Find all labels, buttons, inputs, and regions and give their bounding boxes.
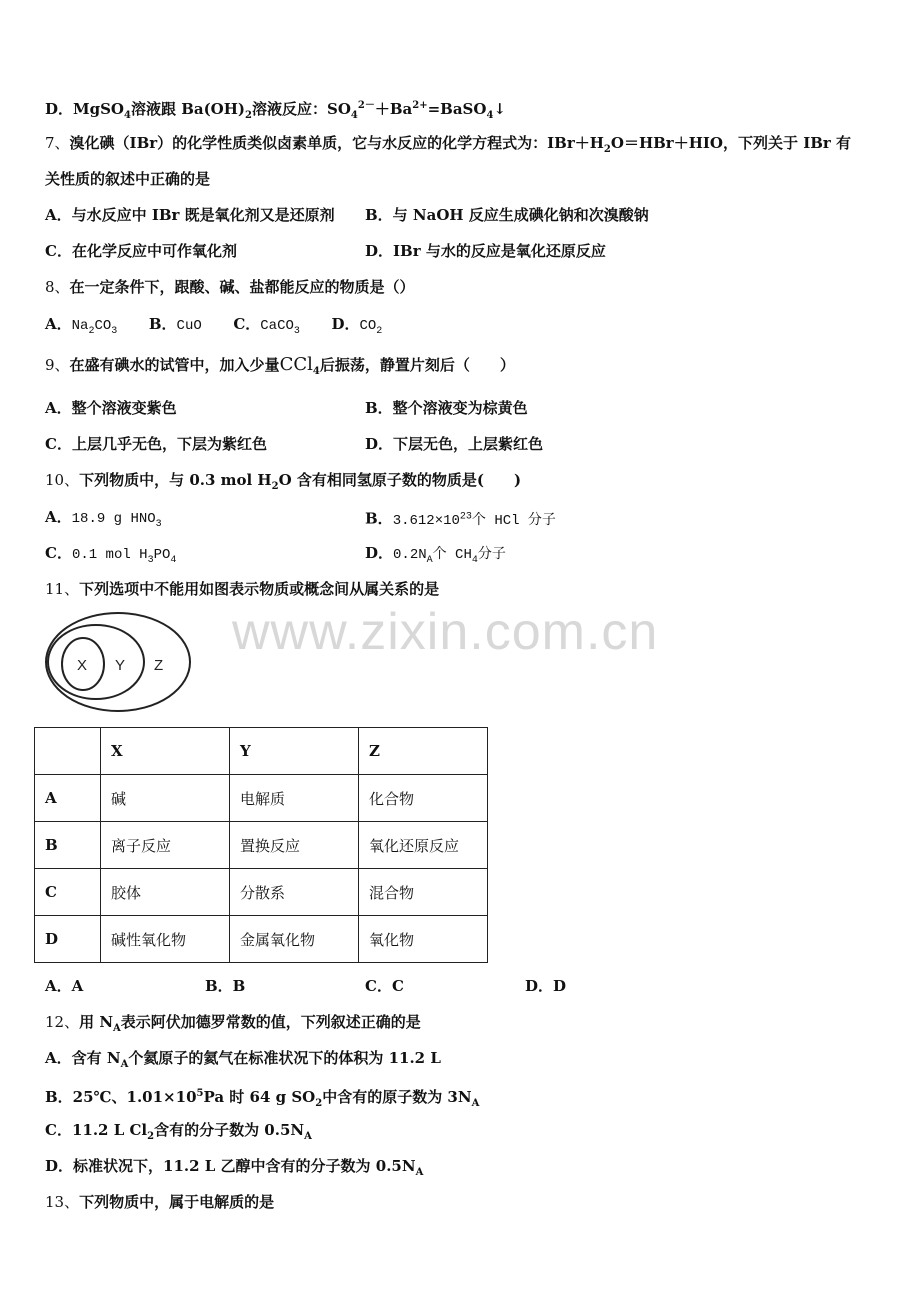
table-row xyxy=(35,822,488,869)
table-cell: B xyxy=(35,822,101,869)
q10-option-c: C．0.1 mol $H_3PO_4$ xyxy=(45,544,177,566)
venn-label-y: Y xyxy=(115,657,126,674)
venn-label-x: X xyxy=(77,657,88,674)
table-cell: 碱 xyxy=(101,775,230,822)
q7-option-c: C．在化学反应中可作氧化剂 xyxy=(45,242,237,260)
q9-option-d: D．下层无色，上层紫红色 xyxy=(365,435,544,453)
q7-option-b: B．与 NaOH 反应生成碘化钠和次溴酸钠 xyxy=(365,206,649,224)
table-row xyxy=(35,869,488,916)
q10-stem: 10、下列物质中，与 0.3 mol $H_2O$ 含有相同氢原子数的物质是( ) xyxy=(45,471,522,492)
q10-option-a: A．18.9 g $HNO_3$ xyxy=(45,508,162,530)
table-cell: Z xyxy=(359,728,488,775)
watermark: www.zixin.com.cn xyxy=(232,603,659,661)
table-cell: 碱性氧化物 xyxy=(101,916,230,963)
table-row xyxy=(35,775,488,822)
q9-option-a: A．整个溶液变紫色 xyxy=(45,399,177,417)
q11-option-c: C．C xyxy=(365,977,404,995)
q7-option-d: D．IBr 与水的反应是氧化还原反应 xyxy=(365,242,606,260)
q12-option-a: A．含有 $N_A$个氦原子的氦气在标准状况下的体积为 11.2 L xyxy=(45,1049,441,1070)
q8-stem: 8、在一定条件下，跟酸、碱、盐都能反应的物质是（） xyxy=(45,278,415,296)
table-cell: 胶体 xyxy=(101,869,230,916)
table-cell: 混合物 xyxy=(359,869,488,916)
q11-option-d: D．D xyxy=(525,977,567,995)
q7-stem-line2: 关性质的叙述中正确的是 xyxy=(45,170,211,188)
q12-stem: 12、用 $N_A$表示阿伏加德罗常数的值，下列叙述正确的是 xyxy=(45,1013,421,1034)
q9-option-c: C．上层几乎无色，下层为紫红色 xyxy=(45,435,267,453)
table-cell: 氧化物 xyxy=(359,916,488,963)
q9-stem: 9、在盛有碘水的试管中，加入少量CCl$_4$后振荡，静置片刻后（ ） xyxy=(45,354,515,377)
options-table xyxy=(34,727,488,963)
q10-option-d: D．$0.2N_A$个 $CH_4$分子 xyxy=(365,544,506,566)
table-cell: C xyxy=(35,869,101,916)
q11-option-a: A．A xyxy=(45,977,84,995)
q7-option-a: A．与水反应中 IBr 既是氧化剂又是还原剂 xyxy=(45,206,335,224)
q10-option-b: B．$3.612\times 10^{23}$个 HCl 分子 xyxy=(365,509,556,529)
q6-option-d: D．MgSO$_4$溶液跟 $Ba(OH)_2$溶液反应：$SO_4^{2-}+Ba^{2+}=BaSO_4↓$ xyxy=(45,100,507,121)
q12-option-d: D．标准状况下，11.2 L 乙醇中含有的分子数为 $0.5N_A$ xyxy=(45,1157,424,1178)
q7-stem: 7、溴化碘（IBr）的化学性质类似卤素单质，它与水反应的化学方程式为：$IBr+H_2O=HBr+HIO$，下列关于 IBr 有 xyxy=(45,134,852,155)
table-cell: X xyxy=(101,728,230,775)
table-cell: 离子反应 xyxy=(101,822,230,869)
table-cell: 金属氧化物 xyxy=(230,916,359,963)
table-cell: 电解质 xyxy=(230,775,359,822)
table-cell: 分散系 xyxy=(230,869,359,916)
table-cell: A xyxy=(35,775,101,822)
table-cell: Y xyxy=(230,728,359,775)
table-cell: D xyxy=(35,916,101,963)
q11-stem: 11、下列选项中不能用如图表示物质或概念间从属关系的是 xyxy=(45,580,440,598)
venn-label-z: Z xyxy=(154,657,164,674)
q13-stem: 13、下列物质中，属于电解质的是 xyxy=(45,1193,275,1211)
q12-option-b: B．25℃、$1.01\times 10^5Pa$ 时 64 g $SO_2$中含有的原子数为 $3N_A$ xyxy=(45,1088,480,1109)
q11-option-b: B．B xyxy=(205,977,246,995)
q12-option-c: C．11.2 L $Cl_2$含有的分子数为 $0.5N_A$ xyxy=(45,1121,312,1142)
table-header-row xyxy=(35,728,488,775)
table-cell: 化合物 xyxy=(359,775,488,822)
table-row xyxy=(35,916,488,963)
table-cell: 置换反应 xyxy=(230,822,359,869)
q8-options: A．$Na_2CO_3$ B．CuO C．CaCO$_3$ D．$CO_2$ xyxy=(45,315,383,337)
table-cell xyxy=(35,728,101,775)
table-cell: 氧化还原反应 xyxy=(359,822,488,869)
q9-option-b: B．整个溶液变为棕黄色 xyxy=(365,399,528,417)
venn-diagram xyxy=(44,612,196,716)
